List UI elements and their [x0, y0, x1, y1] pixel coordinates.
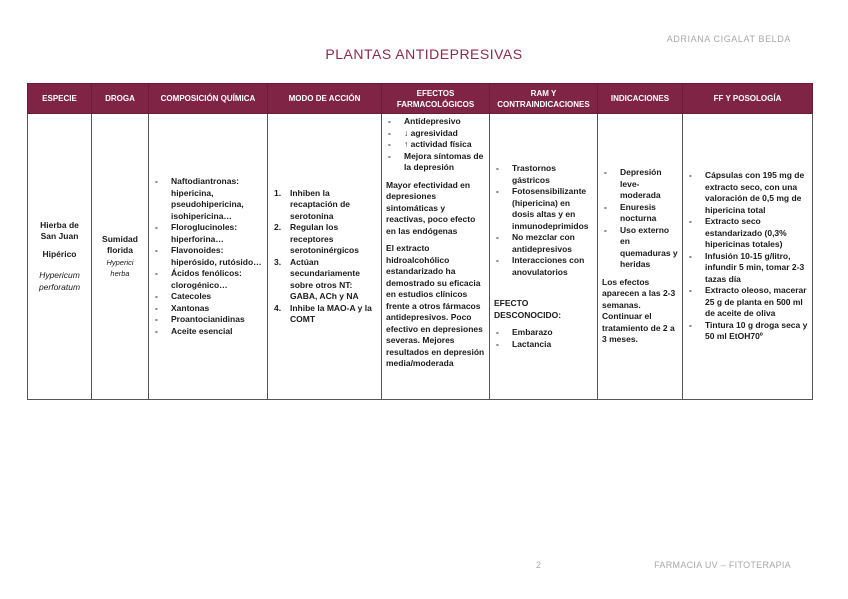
list-item: - Aceite esencial: [153, 326, 263, 338]
cell-ram: [490, 114, 598, 400]
list-item: - Extracto oleoso, macerar 25 g de planta en 500 ml de aceite de oliva: [687, 285, 808, 320]
indicaciones-list: [602, 167, 678, 271]
cell-droga: [92, 114, 149, 400]
header-droga: DROGA: [92, 84, 149, 114]
list-item: - Naftodiantronas: hipericina, pseudohipericina, isohipericina…: [153, 176, 263, 222]
plants-table: [27, 83, 813, 400]
author-name: ADRIANA CIGALAT BELDA: [666, 34, 791, 44]
posologia-list: [687, 170, 808, 343]
efectos-paragraph-1: Mayor efectividad en depresiones sintomáticas y reactivas, poco efecto en las endógenas: [386, 179, 476, 236]
list-item: - Lactancia: [494, 339, 593, 351]
header-especie: ESPECIE: [28, 84, 92, 114]
especie-latin: Hypericum perforatum: [38, 270, 81, 292]
list-item: - Infusión 10-15 g/litro, infundir 5 min, tomar 2-3 tazas día: [687, 251, 808, 286]
efectos-list: [386, 116, 485, 174]
list-item: - Proantocianidinas: [153, 314, 263, 326]
table-header-row: [28, 84, 813, 114]
list-item: - Interacciones con anovulatorios: [494, 255, 593, 278]
list-item: - Cápsulas con 195 mg de extracto seco, con una valoración de 0,5 mg de hipericina total: [687, 170, 808, 216]
ram-unknown-label: EFECTO DESCONOCIDO:: [494, 298, 562, 320]
composicion-list: [153, 176, 263, 337]
list-item: - ↓ agresividad: [386, 128, 485, 140]
ram-unknown-list: [494, 327, 593, 350]
header-composicion: COMPOSICIÓN QUÍMICA: [149, 84, 268, 114]
header-indicaciones: INDICACIONES: [598, 84, 683, 114]
list-item: - Xantonas: [153, 303, 263, 315]
list-item: - Tintura 10 g droga seca y 50 ml EtOH70º: [687, 320, 808, 343]
list-item: - Flavonoides: hiperósido, rutósido…: [153, 245, 263, 268]
cell-composicion: [149, 114, 268, 400]
list-item: - Depresión leve-moderada: [602, 167, 678, 202]
header-ram: RAM Y CONTRAINDICACIONES: [490, 84, 598, 114]
cell-indicaciones: [598, 114, 683, 400]
header-modo: MODO DE ACCIÓN: [268, 84, 382, 114]
ram-list: [494, 163, 593, 278]
list-item: - Catecoles: [153, 291, 263, 303]
list-item: - Floroglucinoles: hiperforina…: [153, 222, 263, 245]
list-item: - No mezclar con antidepresivos: [494, 232, 593, 255]
header-posologia: FF Y POSOLOGÍA: [683, 84, 813, 114]
indicaciones-note: Los efectos aparecen a las 2-3 semanas. Continuar el tratamiento de 2 a 3 meses.: [602, 276, 676, 345]
list-item: 2. Regulan los receptores serotoninérgicos: [272, 222, 377, 257]
especie-common-1: Hierba de: [40, 219, 79, 230]
list-item: 3. Actúan secundariamente sobre otros NT: GABA, ACh y NA: [272, 257, 377, 303]
page-number: 2: [536, 560, 542, 570]
cell-modo: [268, 114, 382, 400]
especie-common-3: Hipérico: [42, 248, 77, 259]
list-item: - Mejora síntomas de la depresión: [386, 151, 485, 174]
list-item: - Trastornos gástricos: [494, 163, 593, 186]
list-item: - Embarazo: [494, 327, 593, 339]
footer-label: FARMACIA UV – FITOTERAPIA: [654, 560, 791, 570]
list-item: - Fotosensibilizante (hipericina) en dosis altas y en inmunodeprimidos: [494, 186, 593, 232]
efectos-paragraph-2: El extracto hidroalcohólico estandarizado ha demostrado su eficacia en estudios clínicos frente a otros fármacos antidepresivos. Poco efectivo en depresiones severas. Mejores resultados en depresión media/moderada: [386, 243, 485, 368]
cell-especie: [28, 114, 92, 400]
list-item: 1. Inhiben la recaptación de serotonina: [272, 188, 377, 223]
droga-latin: Hyperici herba: [106, 257, 134, 278]
list-item: - Antidepresivo: [386, 116, 485, 128]
header-efectos: EFECTOS FARMACOLÓGICOS: [382, 84, 490, 114]
especie-common-2: San Juan: [40, 231, 79, 242]
list-item: - Ácidos fenólicos: clorogénico…: [153, 268, 263, 291]
list-item: - ↑ actividad física: [386, 139, 485, 151]
page-title: PLANTAS ANTIDEPRESIVAS: [325, 46, 523, 62]
table-row: [28, 114, 813, 400]
modo-list: [272, 188, 377, 326]
list-item: 4. Inhibe la MAO-A y la COMT: [272, 303, 377, 326]
cell-efectos: [382, 114, 490, 400]
droga-name: Sumidad florida: [102, 233, 138, 255]
list-item: - Uso externo en quemaduras y heridas: [602, 225, 678, 271]
list-item: - Enuresis nocturna: [602, 202, 678, 225]
list-item: - Extracto seco estandarizado (0,3% hipericinas totales): [687, 216, 808, 251]
cell-posologia: [683, 114, 813, 400]
